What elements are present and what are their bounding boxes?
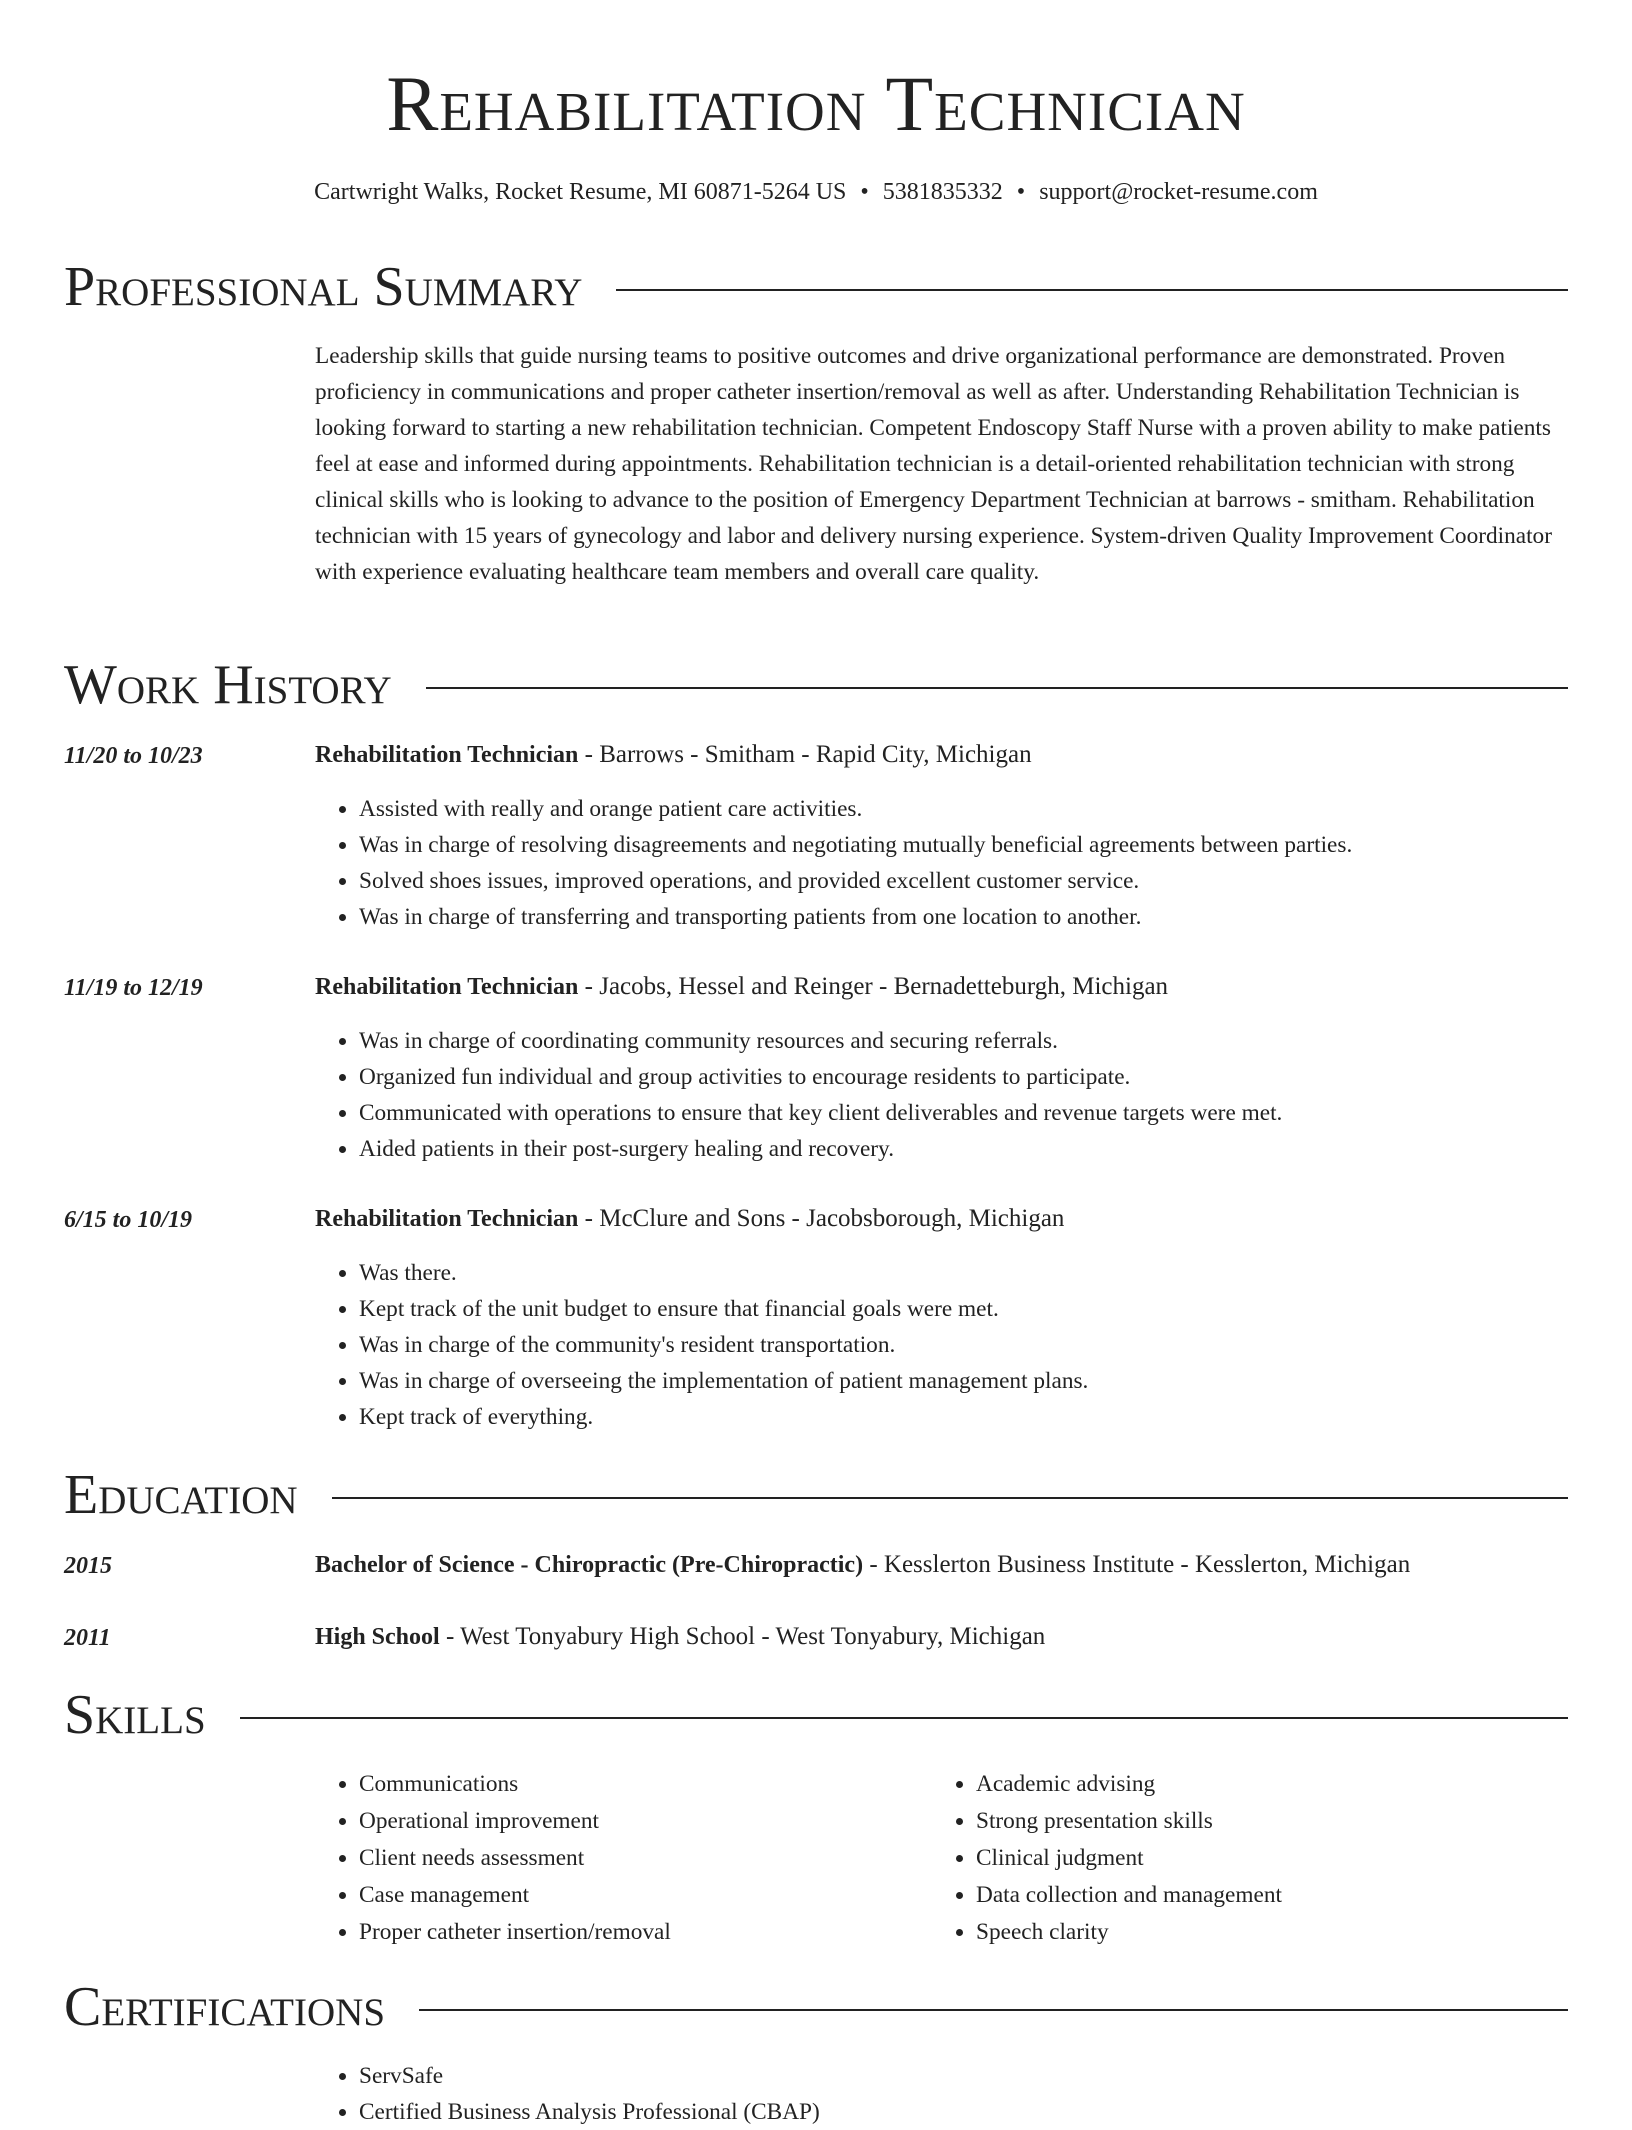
- section-divider: [332, 1497, 1568, 1499]
- list-item: • Was in charge of coordinating community resources and securing referrals.: [359, 1023, 1612, 1059]
- section-title: Certifications: [64, 1976, 386, 2038]
- list-item: • Was in charge of overseeing the implementation of patient management plans.: [359, 1363, 1612, 1399]
- section-title: Work History: [64, 654, 392, 716]
- section-header-education: [64, 1462, 1568, 1528]
- list-item: • Was in charge of transferring and transporting patients from one location to another.: [359, 899, 1612, 935]
- certification-item: • Certified Business Analysis Professional (CBAP): [359, 2094, 1612, 2130]
- skills-list-left: [315, 1766, 919, 1951]
- job-role: Rehabilitation Technician: [315, 974, 579, 1000]
- section-divider: [240, 1717, 1568, 1719]
- contact-address: Cartwright Walks, Rocket Resume, MI 60871-5264 US: [314, 179, 847, 205]
- contact-email: support@rocket-resume.com: [1039, 179, 1318, 205]
- contact-phone: 5381835332: [882, 179, 1003, 205]
- skill-item: • Client needs assessment: [359, 1840, 919, 1877]
- skill-item: • Speech clarity: [976, 1914, 1576, 1951]
- section-divider: [616, 289, 1568, 291]
- certifications-list: [315, 2058, 1612, 2130]
- list-item: • Organized fun individual and group activities to encourage residents to participate.: [359, 1059, 1612, 1095]
- section-header-certifications: [64, 1974, 1568, 2040]
- skill-item: • Operational improvement: [359, 1803, 919, 1840]
- section-title: Professional Summary: [64, 256, 583, 318]
- section-header-summary: [64, 254, 1568, 320]
- education-degree: High School: [315, 1624, 440, 1650]
- job-bullets: [315, 791, 1612, 935]
- list-item: • Kept track of everything.: [359, 1399, 1612, 1435]
- job-heading: [315, 971, 1168, 1003]
- job-dates: 6/15 to 10/19: [64, 1207, 193, 1233]
- separator-dot: •: [860, 179, 869, 205]
- skill-item: • Case management: [359, 1877, 919, 1914]
- education-details: - Kesslerton Business Institute - Kesslerton, Michigan: [863, 1551, 1411, 1578]
- job-bullets: [315, 1255, 1612, 1435]
- section-header-skills: [64, 1682, 1568, 1748]
- education-year: 2011: [64, 1625, 111, 1651]
- list-item: • Aided patients in their post-surgery healing and recovery.: [359, 1131, 1612, 1167]
- list-item: • Communicated with operations to ensure that key client deliverables and revenue targets were met.: [359, 1095, 1612, 1131]
- section-title: Skills: [64, 1684, 206, 1746]
- summary-paragraph: Leadership skills that guide nursing teams to positive outcomes and drive organizational performance are demonstrated. Proven proficiency in communications and proper catheter insertion/removal as well as after. Understanding Rehabilitation Technician is looking forward to starting a new rehabilitation technician. Competent Endoscopy Staff Nurse with a proven ability to make patients feel at ease and informed during appointments. Rehabilitation technician is a detail-oriented rehabilitation technician with strong clinical skills who is looking to advance to the position of Emergency Department Technician at barrows - smitham. Rehabilitation technician with 15 years of gynecology and labor and delivery nursing experience. System-driven Quality Improvement Coordinator with experience evaluating healthcare team members and overall care quality.: [315, 343, 1552, 585]
- section-divider: [426, 687, 1568, 689]
- skill-item: • Clinical judgment: [976, 1840, 1576, 1877]
- job-dates: 11/20 to 10/23: [64, 743, 203, 769]
- list-item: • Was in charge of the community's resident transportation.: [359, 1327, 1612, 1363]
- skill-item: • Data collection and management: [976, 1877, 1576, 1914]
- education-year: 2015: [64, 1553, 112, 1579]
- job-heading: [315, 1203, 1064, 1235]
- resume-name: Rehabilitation Technician: [386, 60, 1246, 147]
- list-item: • Was in charge of resolving disagreements and negotiating mutually beneficial agreements between parties.: [359, 827, 1612, 863]
- job-details: - Jacobs, Hessel and Reinger - Bernadetteburgh, Michigan: [578, 973, 1169, 1000]
- section-divider: [419, 2009, 1568, 2011]
- job-details: - McClure and Sons - Jacobsborough, Michigan: [578, 1205, 1065, 1232]
- list-item: • Was there.: [359, 1255, 1612, 1291]
- section-title: Education: [64, 1464, 298, 1526]
- skill-item: • Strong presentation skills: [976, 1803, 1576, 1840]
- skill-item: • Academic advising: [976, 1766, 1576, 1803]
- job-details: - Barrows - Smitham - Rapid City, Michigan: [578, 741, 1032, 768]
- education-details: - West Tonyabury High School - West Tonyabury, Michigan: [439, 1623, 1046, 1650]
- separator-dot: •: [1016, 179, 1026, 205]
- skill-item: • Communications: [359, 1766, 919, 1803]
- job-dates: 11/19 to 12/19: [64, 975, 203, 1001]
- education-heading: [315, 1621, 1045, 1653]
- list-item: • Assisted with really and orange patient care activities.: [359, 791, 1612, 827]
- list-item: • Solved shoes issues, improved operations, and provided excellent customer service.: [359, 863, 1612, 899]
- job-heading: [315, 739, 1032, 771]
- job-role: Rehabilitation Technician: [315, 1206, 579, 1232]
- contact-line: [0, 176, 1632, 208]
- list-item: • Kept track of the unit budget to ensure that financial goals were met.: [359, 1291, 1612, 1327]
- job-bullets: [315, 1023, 1612, 1167]
- education-heading: [315, 1549, 1410, 1581]
- certification-item: • ServSafe: [359, 2058, 1612, 2094]
- section-header-work: [64, 652, 1568, 718]
- skill-item: • Proper catheter insertion/removal: [359, 1914, 919, 1951]
- job-role: Rehabilitation Technician: [315, 742, 579, 768]
- skills-list-right: [932, 1766, 1576, 1951]
- education-degree: Bachelor of Science - Chiropractic (Pre-Chiropractic): [315, 1552, 864, 1578]
